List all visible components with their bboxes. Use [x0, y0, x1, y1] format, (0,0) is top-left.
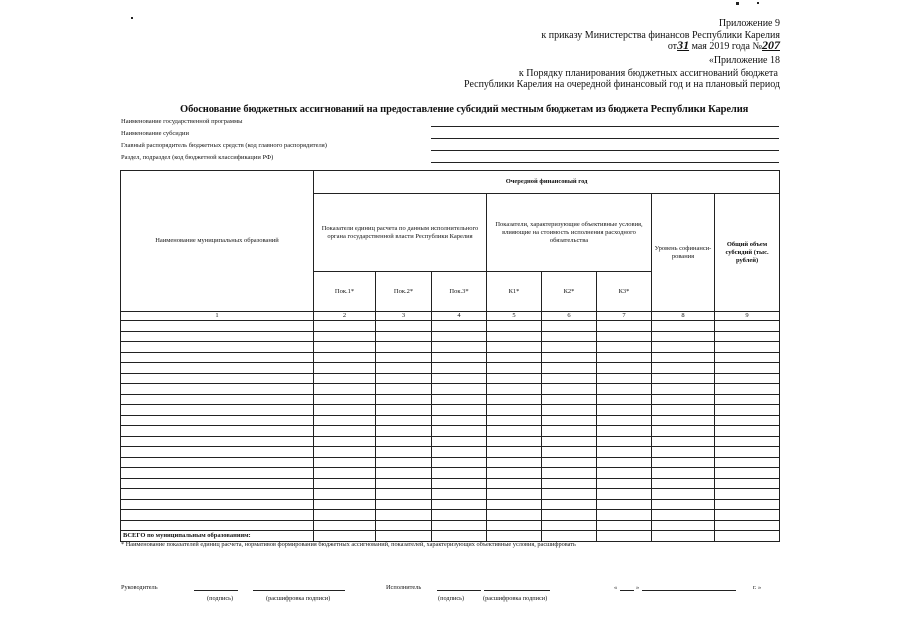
table-row: [121, 520, 780, 531]
table-cell: [542, 352, 597, 363]
table-cell: [314, 384, 376, 395]
table-cell: [597, 342, 652, 353]
table-cell: [487, 394, 542, 405]
table-cell: [432, 321, 487, 332]
table-cell: [121, 426, 314, 437]
table-cell: [432, 468, 487, 479]
date-year-suffix: г. »: [753, 584, 762, 591]
order-number-handwritten: 207: [762, 38, 780, 52]
table-row: [121, 415, 780, 426]
table-cell: [121, 489, 314, 500]
head-signature-caption: (подпись): [207, 595, 234, 602]
table-cell: [597, 321, 652, 332]
col-num: 5: [487, 312, 542, 321]
table-cell: [597, 352, 652, 363]
col-num: 8: [652, 312, 715, 321]
table-cell: [314, 426, 376, 437]
header-next-year: Очередной финансовый год: [314, 171, 780, 194]
table-cell: [121, 384, 314, 395]
table-cell: [376, 436, 432, 447]
table-row: [121, 436, 780, 447]
table-cell: [314, 489, 376, 500]
table-cell: [597, 478, 652, 489]
table-cell: [314, 499, 376, 510]
table-cell: [121, 520, 314, 531]
document-title: Обоснование бюджетных ассигнований на предоставление субсидий местным бюджетам из бюджета Республики Карелия: [180, 104, 749, 115]
table-cell: [376, 489, 432, 500]
header-pok2: Пок.2*: [376, 272, 432, 312]
table-cell: [487, 331, 542, 342]
table-cell: [652, 478, 715, 489]
table-cell: [652, 520, 715, 531]
table-cell: [715, 457, 780, 468]
table-cell: [376, 447, 432, 458]
table-cell: [432, 447, 487, 458]
table-cell: [542, 363, 597, 374]
table-cell: [121, 447, 314, 458]
table-cell: [487, 520, 542, 531]
table-cell: [432, 457, 487, 468]
table-cell: [652, 373, 715, 384]
table-cell: [715, 520, 780, 531]
table-cell: [121, 457, 314, 468]
col-num: 1: [121, 312, 314, 321]
header-pok3: Пок.3*: [432, 272, 487, 312]
table-cell: [314, 363, 376, 374]
table-cell: [121, 468, 314, 479]
table-cell: [715, 510, 780, 521]
table-cell: [597, 373, 652, 384]
table-cell: [652, 499, 715, 510]
table-cell: [376, 352, 432, 363]
header-k2: К2*: [542, 272, 597, 312]
table-cell: [121, 352, 314, 363]
table-cell: [715, 321, 780, 332]
head-label: Руководитель: [121, 584, 158, 591]
table-cell: [542, 520, 597, 531]
table-cell: [542, 489, 597, 500]
table-cell: [542, 321, 597, 332]
sub-appendix-number: «Приложение 18: [708, 55, 780, 66]
table-cell: [487, 468, 542, 479]
table-cell: [376, 478, 432, 489]
table-cell: [715, 405, 780, 416]
table-row: [121, 394, 780, 405]
appendix-number: Приложение 9: [718, 18, 780, 29]
table-cell: [597, 468, 652, 479]
table-cell: [487, 384, 542, 395]
table-cell: [715, 499, 780, 510]
field-manager-line: [431, 150, 779, 151]
field-program-line: [431, 126, 779, 127]
header-k3: К3*: [597, 272, 652, 312]
table-cell: [121, 415, 314, 426]
table-cell: [652, 468, 715, 479]
table-cell: [715, 331, 780, 342]
table-cell: [715, 363, 780, 374]
table-cell: [715, 426, 780, 437]
table-row: [121, 478, 780, 489]
field-subsidy-line: [431, 138, 779, 139]
table-row: [121, 457, 780, 468]
table-cell: [715, 394, 780, 405]
total-cell: [314, 531, 376, 542]
footnote: * Наименование показателей единиц расчета, нормативов формирования бюджетных ассигнований, показателей, характеризующих объективные условия, расшифровать: [121, 541, 576, 548]
table-row: [121, 426, 780, 437]
table-cell: [121, 499, 314, 510]
table-cell: [715, 478, 780, 489]
header-conditions: Показатели, характеризующие объективные условия, влияющие на стоимость исполнения расходного обязательства: [487, 194, 652, 272]
table-cell: [715, 342, 780, 353]
order-reference: к приказу Министерства финансов Республики Карелия: [541, 30, 780, 41]
table-cell: [597, 520, 652, 531]
table-cell: [376, 415, 432, 426]
total-cell: [542, 531, 597, 542]
date-day-line: [620, 590, 634, 591]
empty-rows: [121, 321, 780, 531]
procedure-period: Республики Карелия на очередной финансовый год и на плановый период: [464, 79, 780, 90]
table-cell: [597, 415, 652, 426]
table-cell: [376, 457, 432, 468]
total-cell: [432, 531, 487, 542]
table-cell: [376, 394, 432, 405]
table-cell: [376, 342, 432, 353]
table-cell: [652, 447, 715, 458]
table-cell: [542, 342, 597, 353]
table-cell: [542, 457, 597, 468]
table-cell: [487, 426, 542, 437]
table-cell: [597, 489, 652, 500]
table-cell: [314, 331, 376, 342]
column-number-row: [121, 312, 780, 321]
table-cell: [487, 457, 542, 468]
table-cell: [121, 321, 314, 332]
table-cell: [376, 363, 432, 374]
table-cell: [314, 405, 376, 416]
total-label: ВСЕГО по муниципальным образованиям:: [121, 531, 314, 542]
table-cell: [314, 373, 376, 384]
header-pok1: Пок.1*: [314, 272, 376, 312]
table-cell: [542, 415, 597, 426]
order-date-line: [668, 40, 780, 52]
table-cell: [314, 352, 376, 363]
table-cell: [715, 415, 780, 426]
table-cell: [314, 342, 376, 353]
table-row: [121, 373, 780, 384]
table-cell: [376, 373, 432, 384]
table-cell: [314, 520, 376, 531]
table-cell: [432, 342, 487, 353]
table-row: [121, 331, 780, 342]
table-row: [121, 447, 780, 458]
table-cell: [597, 447, 652, 458]
table-cell: [314, 478, 376, 489]
table-cell: [314, 468, 376, 479]
procedure-reference: к Порядку планирования бюджетных ассигнований бюджета: [518, 68, 778, 79]
head-decode-caption: (расшифровка подписи): [266, 595, 331, 602]
table-cell: [376, 468, 432, 479]
table-cell: [487, 489, 542, 500]
table-cell: [715, 436, 780, 447]
table-cell: [542, 405, 597, 416]
table-cell: [715, 384, 780, 395]
table-cell: [314, 394, 376, 405]
table-cell: [314, 447, 376, 458]
table-cell: [376, 331, 432, 342]
table-cell: [542, 499, 597, 510]
table-cell: [652, 331, 715, 342]
col-num: 2: [314, 312, 376, 321]
table-cell: [542, 447, 597, 458]
date-close-quote: »: [636, 584, 640, 591]
field-section-line: [431, 162, 779, 163]
head-decode-line: [253, 590, 345, 591]
table-cell: [652, 363, 715, 374]
table-cell: [376, 426, 432, 437]
table-cell: [652, 384, 715, 395]
table-cell: [652, 457, 715, 468]
table-row: [121, 510, 780, 521]
table-cell: [542, 468, 597, 479]
table-cell: [652, 510, 715, 521]
table-cell: [121, 405, 314, 416]
table-cell: [542, 478, 597, 489]
table-cell: [652, 489, 715, 500]
table-cell: [121, 436, 314, 447]
table-cell: [652, 352, 715, 363]
header-k1: К1*: [487, 272, 542, 312]
table-cell: [487, 405, 542, 416]
table-row: [121, 489, 780, 500]
table-cell: [597, 405, 652, 416]
header-total-subsidy: Общий объем субсидий (тыс. рублей): [715, 194, 780, 312]
order-date-mid: мая 2019 года №: [689, 41, 762, 52]
table-cell: [542, 373, 597, 384]
table-cell: [542, 426, 597, 437]
table-row: [121, 499, 780, 510]
table-cell: [314, 510, 376, 521]
field-manager-label: Главный распорядитель бюджетных средств (код главного распорядителя): [121, 142, 327, 149]
table-cell: [597, 510, 652, 521]
header-indicators: Показатели единиц расчета по данным исполнительного органа государственной власти Республики Карелия: [314, 194, 487, 272]
table-cell: [542, 331, 597, 342]
executor-signature-caption: (подпись): [438, 595, 465, 602]
table-cell: [376, 405, 432, 416]
table-cell: [314, 436, 376, 447]
table-cell: [314, 321, 376, 332]
table-cell: [542, 394, 597, 405]
total-cell: [715, 531, 780, 542]
table-cell: [432, 499, 487, 510]
table-cell: [376, 321, 432, 332]
table-cell: [597, 457, 652, 468]
table-cell: [715, 373, 780, 384]
scan-speck: [736, 2, 739, 5]
table-cell: [652, 321, 715, 332]
table-cell: [432, 520, 487, 531]
table-cell: [121, 478, 314, 489]
header-cofinancing-level: Уровень софинанси-рования: [652, 194, 715, 312]
date-open-quote: «: [614, 584, 618, 591]
table-cell: [314, 457, 376, 468]
table-cell: [597, 436, 652, 447]
table-cell: [487, 363, 542, 374]
table-cell: [652, 426, 715, 437]
table-cell: [597, 363, 652, 374]
table-cell: [652, 415, 715, 426]
table-cell: [432, 426, 487, 437]
table-cell: [432, 384, 487, 395]
table-cell: [376, 499, 432, 510]
table-cell: [432, 436, 487, 447]
field-section-label: Раздел, подраздел (код бюджетной классификации РФ): [121, 154, 274, 161]
executor-label: Исполнитель: [386, 584, 422, 591]
table-row: [121, 352, 780, 363]
table-row: [121, 363, 780, 374]
table-cell: [715, 447, 780, 458]
table-cell: [376, 510, 432, 521]
table-row: [121, 405, 780, 416]
table-cell: [715, 352, 780, 363]
table-cell: [652, 394, 715, 405]
table-cell: [432, 405, 487, 416]
table-cell: [487, 436, 542, 447]
col-num: 3: [376, 312, 432, 321]
table-cell: [487, 373, 542, 384]
table-cell: [487, 447, 542, 458]
table-cell: [487, 499, 542, 510]
order-date-prefix: от: [667, 41, 678, 52]
field-subsidy-label: Наименование субсидии: [121, 130, 190, 137]
table-cell: [487, 352, 542, 363]
table-cell: [432, 352, 487, 363]
table-cell: [652, 342, 715, 353]
table-cell: [542, 384, 597, 395]
executor-signature-line: [437, 590, 481, 591]
total-cell: [652, 531, 715, 542]
order-day-handwritten: 31: [677, 38, 690, 52]
field-program-label: Наименование государственной программы: [121, 118, 243, 125]
header-municipal: Наименование муниципальных образований: [121, 171, 314, 312]
table-cell: [597, 394, 652, 405]
table-cell: [487, 510, 542, 521]
table-cell: [121, 373, 314, 384]
table-cell: [652, 436, 715, 447]
table-row: [121, 321, 780, 332]
executor-decode-caption: (расшифровка подписи): [483, 595, 548, 602]
table-cell: [487, 321, 542, 332]
total-cell: [597, 531, 652, 542]
table-cell: [487, 415, 542, 426]
table-cell: [597, 426, 652, 437]
table-cell: [121, 510, 314, 521]
table-row: [121, 468, 780, 479]
date-month-line: [642, 590, 736, 591]
table-cell: [432, 394, 487, 405]
scan-speck: [131, 17, 133, 19]
table-cell: [542, 510, 597, 521]
table-row: [121, 384, 780, 395]
table-cell: [597, 331, 652, 342]
total-cell: [487, 531, 542, 542]
table-cell: [597, 499, 652, 510]
col-num: 6: [542, 312, 597, 321]
table-cell: [121, 342, 314, 353]
table-cell: [432, 478, 487, 489]
col-num: 7: [597, 312, 652, 321]
table-cell: [432, 331, 487, 342]
table-cell: [542, 436, 597, 447]
col-num: 4: [432, 312, 487, 321]
table-cell: [432, 489, 487, 500]
table-cell: [121, 331, 314, 342]
head-signature-line: [194, 590, 238, 591]
table-cell: [376, 384, 432, 395]
total-cell: [376, 531, 432, 542]
table-cell: [487, 342, 542, 353]
subsidy-table: [120, 170, 780, 542]
table-cell: [597, 384, 652, 395]
table-cell: [432, 415, 487, 426]
table-cell: [121, 394, 314, 405]
table-cell: [652, 405, 715, 416]
table-cell: [121, 363, 314, 374]
table-cell: [487, 478, 542, 489]
table-cell: [715, 489, 780, 500]
table-cell: [715, 468, 780, 479]
table-cell: [376, 520, 432, 531]
executor-decode-line: [484, 590, 550, 591]
table-cell: [314, 415, 376, 426]
col-num: 9: [715, 312, 780, 321]
table-cell: [432, 373, 487, 384]
scan-speck: [757, 2, 759, 4]
table-cell: [432, 363, 487, 374]
total-row: [121, 531, 780, 542]
table-row: [121, 342, 780, 353]
table-cell: [432, 510, 487, 521]
